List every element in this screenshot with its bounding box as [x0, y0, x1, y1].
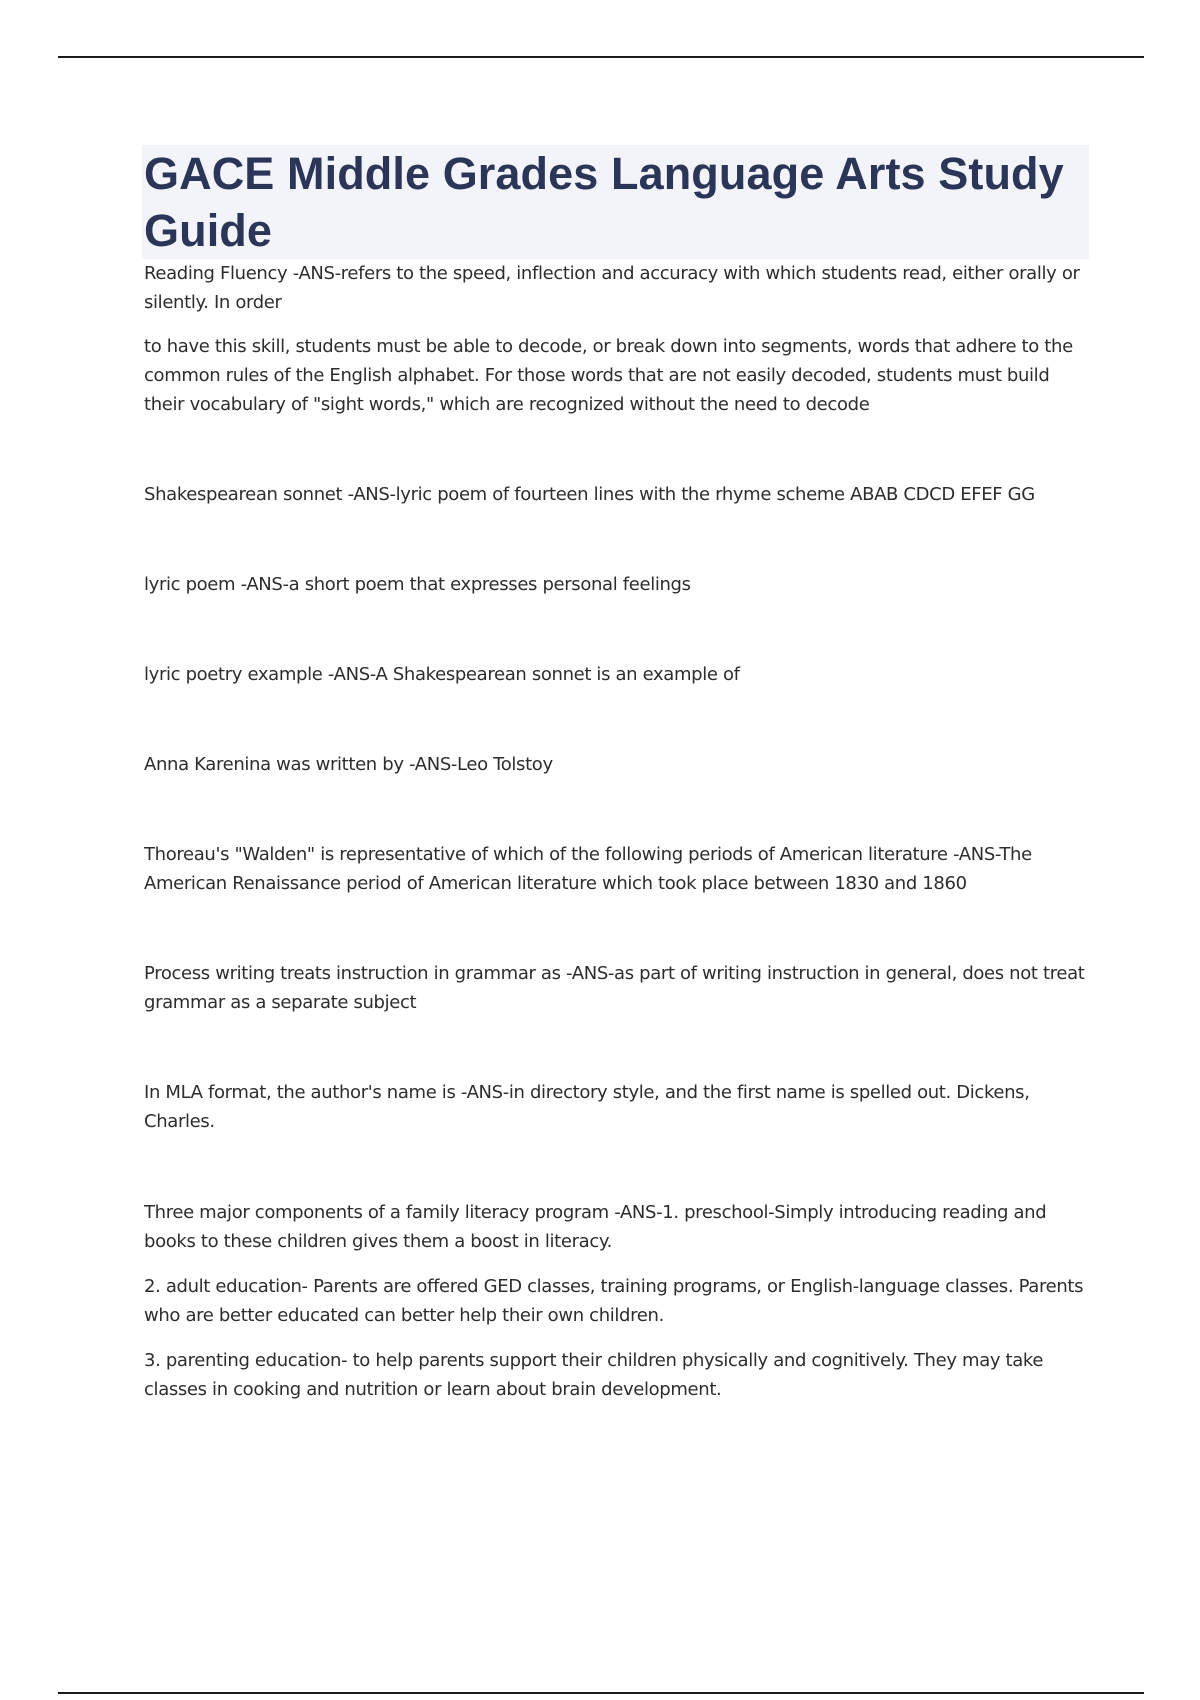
qa-family-literacy-adult-education: 2. adult education- Parents are offered GED classes, training programs, or English-language classes. Parents who are better educated can better help their own children. [144, 1276, 1084, 1326]
qa-reading-fluency-continued: to have this skill, students must be able to decode, or break down into segments, words that adhere to the common rules of the English alphabet. For those words that are not easily decoded, students must build their vocabulary of "sight words," which are recognized without the need to decode [144, 336, 1073, 415]
document-title: GACE Middle Grades Language Arts Study Guide [144, 148, 1064, 256]
qa-process-writing: Process writing treats instruction in grammar as -ANS-as part of writing instruction in general, does not treat grammar as a separate subject [144, 963, 1085, 1013]
header-rule [58, 56, 1144, 58]
document-body [144, 145, 1089, 1404]
qa-lyric-poem: lyric poem -ANS-a short poem that expresses personal feelings [144, 574, 691, 595]
qa-anna-karenina: Anna Karenina was written by -ANS-Leo Tolstoy [144, 754, 553, 775]
qa-walden: Thoreau's "Walden" is representative of which of the following periods of American literature -ANS-The American Renaissance period of American literature which took place between 1830 and 1860 [144, 844, 1032, 894]
qa-family-literacy: Three major components of a family literacy program -ANS-1. preschool-Simply introducing reading and books to these children gives them a boost in literacy. [144, 1202, 1047, 1252]
qa-reading-fluency: Reading Fluency -ANS-refers to the speed, inflection and accuracy with which students read, either orally or silently. In order [144, 263, 1080, 313]
footer-rule [58, 1692, 1144, 1694]
qa-lyric-poetry-example: lyric poetry example -ANS-A Shakespearean sonnet is an example of [144, 664, 740, 685]
qa-shakespearean-sonnet: Shakespearean sonnet -ANS-lyric poem of fourteen lines with the rhyme scheme ABAB CDCD EFEF GG [144, 484, 1035, 505]
qa-family-literacy-parenting-education: 3. parenting education- to help parents support their children physically and cognitively. They may take classes in cooking and nutrition or learn about brain development. [144, 1350, 1044, 1400]
qa-mla-format: In MLA format, the author's name is -ANS-in directory style, and the first name is spelled out. Dickens, Charles. [144, 1082, 1030, 1132]
title-block [142, 145, 1089, 259]
